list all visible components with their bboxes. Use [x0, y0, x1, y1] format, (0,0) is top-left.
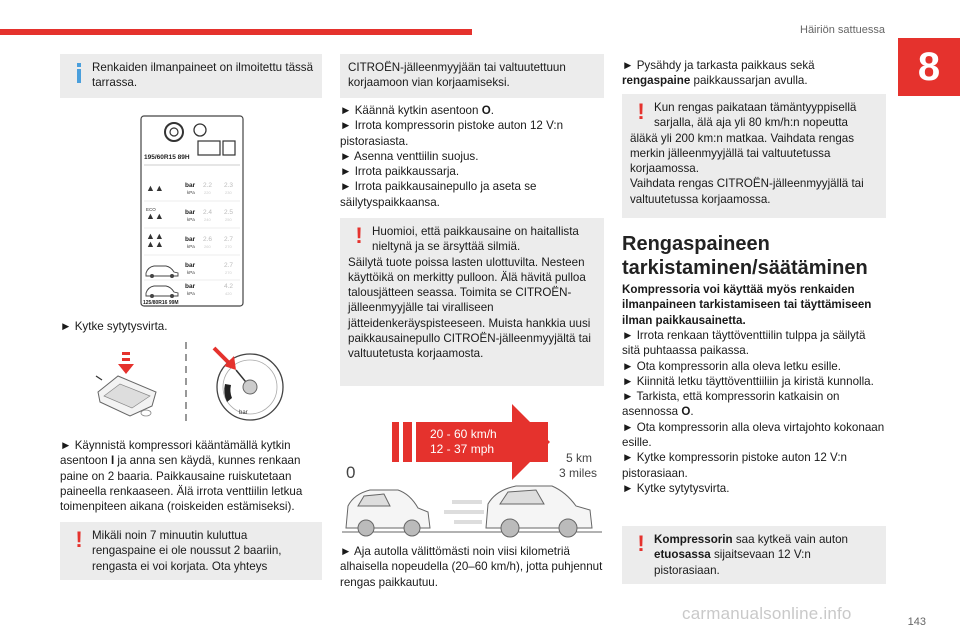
- compressor-svg: [90, 340, 300, 425]
- svg-text:2.4: 2.4: [203, 209, 213, 216]
- arrow-down-icon: [118, 364, 134, 374]
- arrow-right-icon: [512, 404, 550, 480]
- step-power-cable: ► Ota kompressorin alla oleva virtajohto kokonaan esille.: [622, 420, 885, 450]
- svg-text:▲▲: ▲▲: [146, 231, 164, 241]
- tire-size-top: 195/60R15 89H: [144, 154, 190, 161]
- svg-text:2.6: 2.6: [203, 236, 213, 243]
- svg-text:230: 230: [225, 190, 232, 195]
- warning-icon: !: [637, 99, 645, 124]
- svg-text:270: 270: [225, 270, 232, 275]
- step-hose-out: ► Ota kompressorin alla oleva letku esille.: [622, 359, 841, 373]
- svg-text:2.7: 2.7: [224, 262, 234, 269]
- tire-label-svg: [140, 115, 244, 307]
- svg-text:420: 420: [225, 291, 232, 296]
- distance-miles: 3 miles: [559, 466, 598, 480]
- step-plug-in: ► Kytke kompressorin pistoke auton 12 V:n pistorasiaan.: [622, 451, 847, 480]
- svg-text:2.7: 2.7: [224, 236, 234, 243]
- svg-text:kPa: kPa: [187, 190, 195, 195]
- steps-pressure-check: [622, 328, 886, 496]
- distance-km: 5 km: [566, 451, 593, 465]
- svg-text:260: 260: [204, 244, 211, 249]
- warning-box-sealant: [340, 218, 604, 386]
- warning-box-socket: [622, 526, 886, 584]
- warning-box-pressure: [60, 522, 322, 580]
- step-stop-check: ► Pysähdy ja tarkasta paikkaus sekä rengaspaine paikkaussarjan avulla.: [622, 59, 815, 88]
- svg-text:bar: bar: [185, 209, 196, 216]
- section-heading: Rengaspaineen tarkistaminen/säätäminen: [622, 233, 868, 279]
- warning-icon: !: [75, 527, 83, 552]
- step-drive: ► Aja autolla välittömästi noin viisi kilometriä alhaisella nopeudella (20–60 km/h), jotta puhjennut rengas paikkautuu.: [340, 545, 603, 589]
- watermark: carmanualsonline.info: [682, 604, 852, 623]
- intro-paragraph: Kompressoria voi käyttää myös renkaiden ilmanpaineen tarkistamiseen tai täyttämiseen ilman paikkausainetta.: [622, 283, 872, 327]
- svg-text:220: 220: [204, 190, 211, 195]
- chapter-number: 8: [898, 38, 960, 96]
- svg-text:bar: bar: [185, 262, 196, 269]
- svg-text:250: 250: [225, 217, 232, 222]
- warning-text: Mikäli noin 7 minuutin kuluttua rengaspaine ei ole noussut 2 baariin, rengasta ei voi korjata. Ota yhteys: [92, 529, 282, 573]
- start-zero: 0: [346, 463, 356, 482]
- step-unplug: ► Irrota kompressorin pistoke auton 12 V:n pistorasiasta.: [340, 119, 564, 148]
- step-ignition-on: ► Kytke sytytysvirta.: [622, 481, 730, 495]
- step-store-bottle: ► Irrota paikkausainepullo ja aseta se säilytyspaikkaansa.: [340, 180, 537, 209]
- svg-text:▲▲: ▲▲: [146, 211, 164, 221]
- speed-svg: [340, 402, 604, 538]
- warning-body: Säilytä tuote poissa lasten ulottuvilta. Nesteen käyttöikä on merkitty pulloon. Älä hävitä pulloa talousjätteen seassa. Toimita se CITROËN-jälleenmyyjälle tai viralliseen jätteidenkeräyspisteeseen. Muista hankkia uusi paikkausainepullo CITROËN-jälleenmyyjältä tai valtuutetusta korjaamosta.: [348, 255, 591, 361]
- svg-text:2.5: 2.5: [224, 209, 234, 216]
- compressor-gauge-illustration: [90, 340, 300, 425]
- warning-body-2: Vaihdata rengas CITROËN-jälleenmyyjällä tai valtuutetussa korjaamossa.: [630, 177, 864, 206]
- speed-kmh: 20 - 60 km/h: [430, 427, 497, 441]
- speed-distance-illustration: [340, 402, 604, 538]
- tire-pressure-label-illustration: [140, 115, 244, 307]
- header-accent-bar: [0, 29, 472, 35]
- page-number: 143: [907, 616, 926, 628]
- step-remove-kit: ► Irrota paikkaussarja.: [340, 165, 460, 179]
- section-title: Häiriön sattuessa: [800, 24, 885, 36]
- info-icon: [70, 61, 88, 83]
- warning-body: äläkä yli 200 km:n matkaa. Vaihdata rengas merkin jälleenmyyjällä tai valtuutetussa korjaamossa.: [630, 131, 855, 176]
- svg-text:2.2: 2.2: [203, 182, 213, 189]
- svg-text:4.2: 4.2: [224, 283, 234, 290]
- warning-lead: Huomioi, että paikkausaine on haitallista nieltynä ja se ärsyttää silmiä.: [372, 225, 579, 254]
- tire-size-bottom: 125/80R16 99M: [143, 300, 179, 306]
- warning-icon: !: [637, 531, 645, 556]
- svg-text:▲▲: ▲▲: [146, 183, 164, 193]
- svg-text:kPa: kPa: [187, 291, 195, 296]
- step-ignition: ► Kytke sytytysvirta.: [60, 320, 168, 333]
- step-check-switch: ► Tarkista, että kompressorin katkaisin on asennossa O.: [622, 390, 840, 419]
- speed-mph: 12 - 37 mph: [430, 442, 495, 456]
- car-start: [346, 490, 430, 536]
- step-attach-hose: ► Kiinnitä letku täyttöventtiiliin ja kiristä kunnolla.: [622, 374, 874, 388]
- warning-text: Kompressorin saa kytkeä vain auton etuosassa sijaitsevaan 12 V:n pistorasiaan.: [654, 533, 848, 577]
- warning-lead: Kun rengas paikataan tämäntyyppisellä sarjalla, älä aja yli 80 km/h:n nopeutta: [654, 101, 857, 130]
- svg-text:▲▲: ▲▲: [146, 239, 164, 249]
- svg-text:kPa: kPa: [187, 244, 195, 249]
- svg-text:kPa: kPa: [187, 270, 195, 275]
- step-switch-off: ► Käännä kytkin asentoon O.: [340, 104, 494, 117]
- contact-box: CITROËN-jälleenmyyjään tai valtuutettuun korjaamoon vian korjaamiseksi.: [340, 54, 604, 98]
- svg-text:ECO: ECO: [146, 207, 156, 212]
- step-start-compressor: ► Käynnistä kompressori kääntämällä kytkin asentoon I ja anna sen käydä, kunnes renkaan paine on 2 baaria. Paikkausaine ruiskutetaan paineella renkaaseen. Älä irrota venttiilin letkua toimenpiteen aikana (roiskeiden estämiseksi).: [60, 439, 303, 514]
- svg-text:bar: bar: [185, 236, 196, 243]
- warning-icon: !: [355, 223, 363, 248]
- info-text: Renkaiden ilmanpaineet on ilmoitettu tässä tarrassa.: [92, 61, 314, 90]
- svg-text:270: 270: [225, 244, 232, 249]
- warning-box-speed-limit: [622, 94, 886, 218]
- steps-after-repair: [340, 103, 604, 210]
- svg-text:kPa: kPa: [187, 217, 195, 222]
- step-valve-cap: ► Asenna venttiilin suojus.: [340, 149, 479, 163]
- svg-text:bar: bar: [185, 182, 196, 189]
- info-box-tire-label: [60, 54, 322, 98]
- car-moving: [486, 486, 592, 537]
- svg-text:bar: bar: [239, 410, 248, 416]
- svg-text:bar: bar: [185, 283, 196, 290]
- svg-text:2.3: 2.3: [224, 182, 234, 189]
- svg-text:240: 240: [204, 217, 211, 222]
- step-remove-cap: ► Irrota renkaan täyttöventtiilin tulppa ja säilytä sitä puhtaassa paikassa.: [622, 329, 866, 358]
